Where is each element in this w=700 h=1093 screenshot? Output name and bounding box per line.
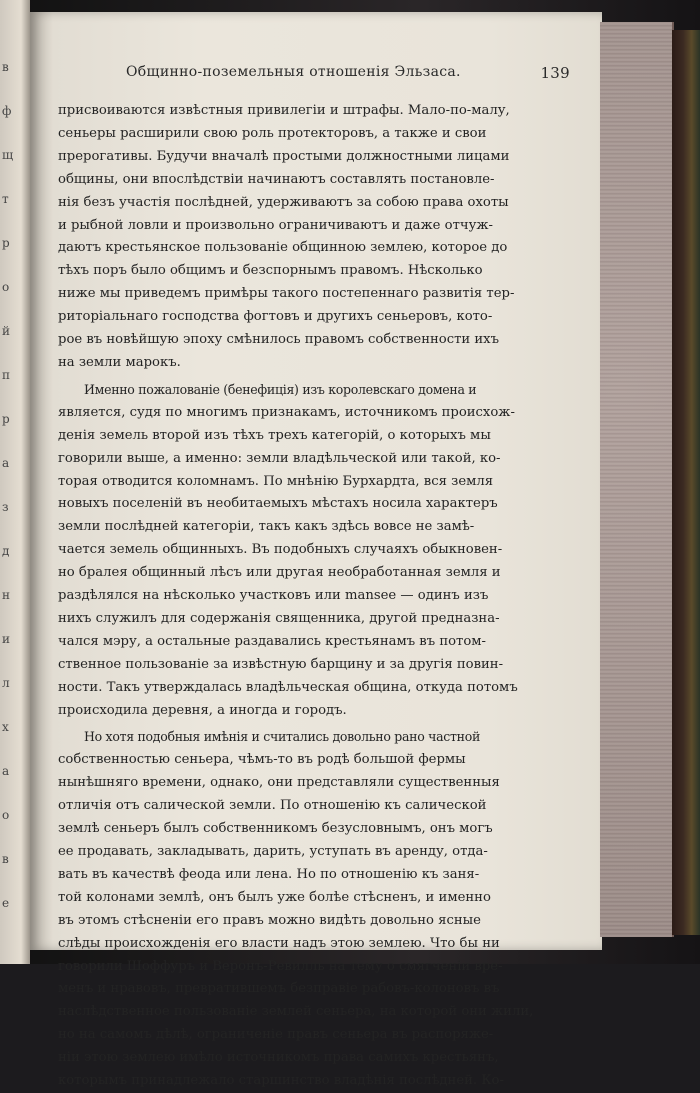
text-line: но на самомъ дѣлѣ, ограниченiе правъ сеньера въ распоряже- (58, 1027, 494, 1043)
text-line: и рыбной ловли и произвольно ограничиваютъ и даже отчуж- (58, 217, 493, 233)
paragraph (58, 100, 578, 375)
left-page-fragment: и (2, 632, 10, 646)
text-line: ниже мы приведемъ примѣры такого постепеннаго развитiя тер- (58, 286, 515, 302)
left-page-fragment: н (2, 588, 10, 602)
left-page-fragment: й (2, 324, 10, 338)
book-cover (672, 30, 700, 935)
page-header (70, 64, 570, 86)
left-page-fragment: о (2, 808, 10, 822)
text-line: ности. Такъ утверждалась владѣльческая община, откуда потомъ (58, 679, 518, 695)
text-line: которымъ принадлежало старшинство владѣнiя послѣдней. Ко- (58, 1073, 504, 1089)
text-line: является, судя по многимъ признакамъ, источникомъ происхож- (58, 404, 515, 420)
left-page-fragment: х (2, 720, 9, 734)
text-line: нiя безъ участiя послѣдней, удерживаютъ за собою права охоты (58, 194, 509, 210)
left-page-fragment: д (2, 544, 10, 558)
left-page-fragment: о (2, 280, 10, 294)
text-line: но бралея общинный лѣсъ или другая необработанная земля и (58, 565, 501, 581)
text-line: менъ и нравовъ, превратившемъ безправiе рабовъ-колоновъ въ (58, 981, 500, 997)
text-line: Но хотя подобныя имѣнiя и считались довольно рано частной (84, 729, 480, 745)
left-page-fragment: р (2, 236, 10, 250)
text-line: рое въ новѣйшую эпоху смѣнилось правомъ собственности ихъ (58, 332, 499, 348)
text-line: сеньеры расширили свою роль протекторовъ, а также и свои (58, 125, 487, 141)
left-page-fragment: в (2, 852, 9, 866)
text-line: ственное пользованiе за извѣстную барщину и за другiя повин- (58, 656, 504, 672)
left-page-fragment: щ (2, 148, 14, 162)
text-line: чается земель общинныхъ. Въ подобныхъ случаяхъ обыкновен- (58, 542, 503, 558)
text-line: общины, они впослѣдствiи начинаютъ составлять постановле- (58, 171, 495, 187)
text-line: торая отводится коломнамъ. По мнѣнiю Бурхардта, вся земля (58, 473, 494, 489)
left-page-fragment: р (2, 412, 10, 426)
running-title: Общинно-поземельныя отношенiя Эльзаса. (126, 64, 461, 80)
text-line: даютъ крестьянское пользованiе общинною землею, которое до (58, 240, 508, 256)
text-line: присвоиваются извѣстныя привилегiи и штрафы. Мало-по-малу, (58, 103, 510, 118)
text-line: говорили Шоффуръ и Веронъ-Ревилль на тему о смягченiи вре- (58, 958, 503, 974)
book-page (30, 12, 602, 1089)
text-line: наслѣдственное пользованiе землей сеньера, на которой они жили, (58, 1004, 534, 1020)
text-line: Именно пожалованiе (бенефицiя) изъ королевскаго домена и (84, 381, 477, 397)
page-number: 139 (540, 64, 570, 82)
left-page-fragment: е (2, 896, 10, 910)
text-line: денiя земель второй изъ тѣхъ трехъ категорiй, о которыхъ мы (58, 427, 491, 443)
text-line: новыхъ поселенiй въ необитаемыхъ мѣстахъ носила характеръ (58, 496, 498, 512)
text-line: говорили выше, а именно: земли владѣльческой или такой, ко- (58, 450, 501, 466)
page-body (58, 100, 578, 1093)
left-page-fragment: т (2, 192, 9, 206)
text-line: прерогативы. Будучи вначалѣ простыми должностными лицами (58, 148, 510, 164)
left-page-fragment: в (2, 60, 9, 74)
text-line: той колонами землѣ, онъ былъ уже болѣе стѣсненъ, и именно (58, 889, 491, 905)
text-line: отличiя отъ салической земли. По отношенiю къ салической (58, 798, 487, 814)
text-line: нiи этою землею имѣло источникомъ права самихъ крестьянъ, (58, 1050, 499, 1066)
text-line: тѣхъ поръ было общимъ и безспорнымъ правомъ. Нѣсколько (58, 263, 483, 279)
left-page-fragment: л (2, 676, 10, 690)
left-page-edge (0, 0, 30, 964)
left-page-fragment: а (2, 456, 10, 470)
text-line: нихъ служилъ для содержанiя священника, другой предназна- (58, 610, 500, 626)
page-block-edge (600, 22, 674, 937)
text-line: слѣды происхожденiя его власти надъ этою землею. Что бы ни (58, 935, 500, 951)
text-line: вать въ качествѣ феода или лена. Но по отношенiю къ заня- (58, 866, 480, 882)
text-line: ее продавать, закладывать, дарить, уступать въ аренду, отда- (58, 844, 488, 859)
text-line: чался мэру, а остальные раздавались крестьянамъ въ потом- (58, 633, 486, 649)
text-line: въ этомъ стѣсненiи его правъ можно видѣть довольно ясные (58, 912, 481, 928)
text-line: собственностью сеньера, чѣмъ-то въ родѣ большой фермы (58, 752, 466, 768)
left-page-fragment: ф (2, 104, 12, 118)
text-line: происходила деревня, а иногда и городъ. (58, 702, 347, 718)
text-line: на земли марокъ. (58, 354, 181, 370)
text-line: раздѣлялся на нѣсколько участковъ или mansee — одинъ изъ (58, 588, 489, 604)
left-page-fragment: п (2, 368, 10, 382)
text-line: землѣ сеньеръ былъ собственникомъ безусловнымъ, онъ могъ (58, 821, 493, 837)
paragraph (58, 379, 578, 723)
text-line: земли послѣдней категорiи, такъ какъ здѣсь вовсе не замѣ- (58, 519, 475, 535)
text-line: риторiальнаго господства фогтовъ и другихъ сеньеровъ, кото- (58, 309, 493, 325)
text-line: нынѣшняго времени, однако, они представляли существенныя (58, 775, 500, 791)
left-page-fragment: з (2, 500, 9, 514)
paragraph (58, 726, 578, 1093)
left-page-fragment: а (2, 764, 10, 778)
